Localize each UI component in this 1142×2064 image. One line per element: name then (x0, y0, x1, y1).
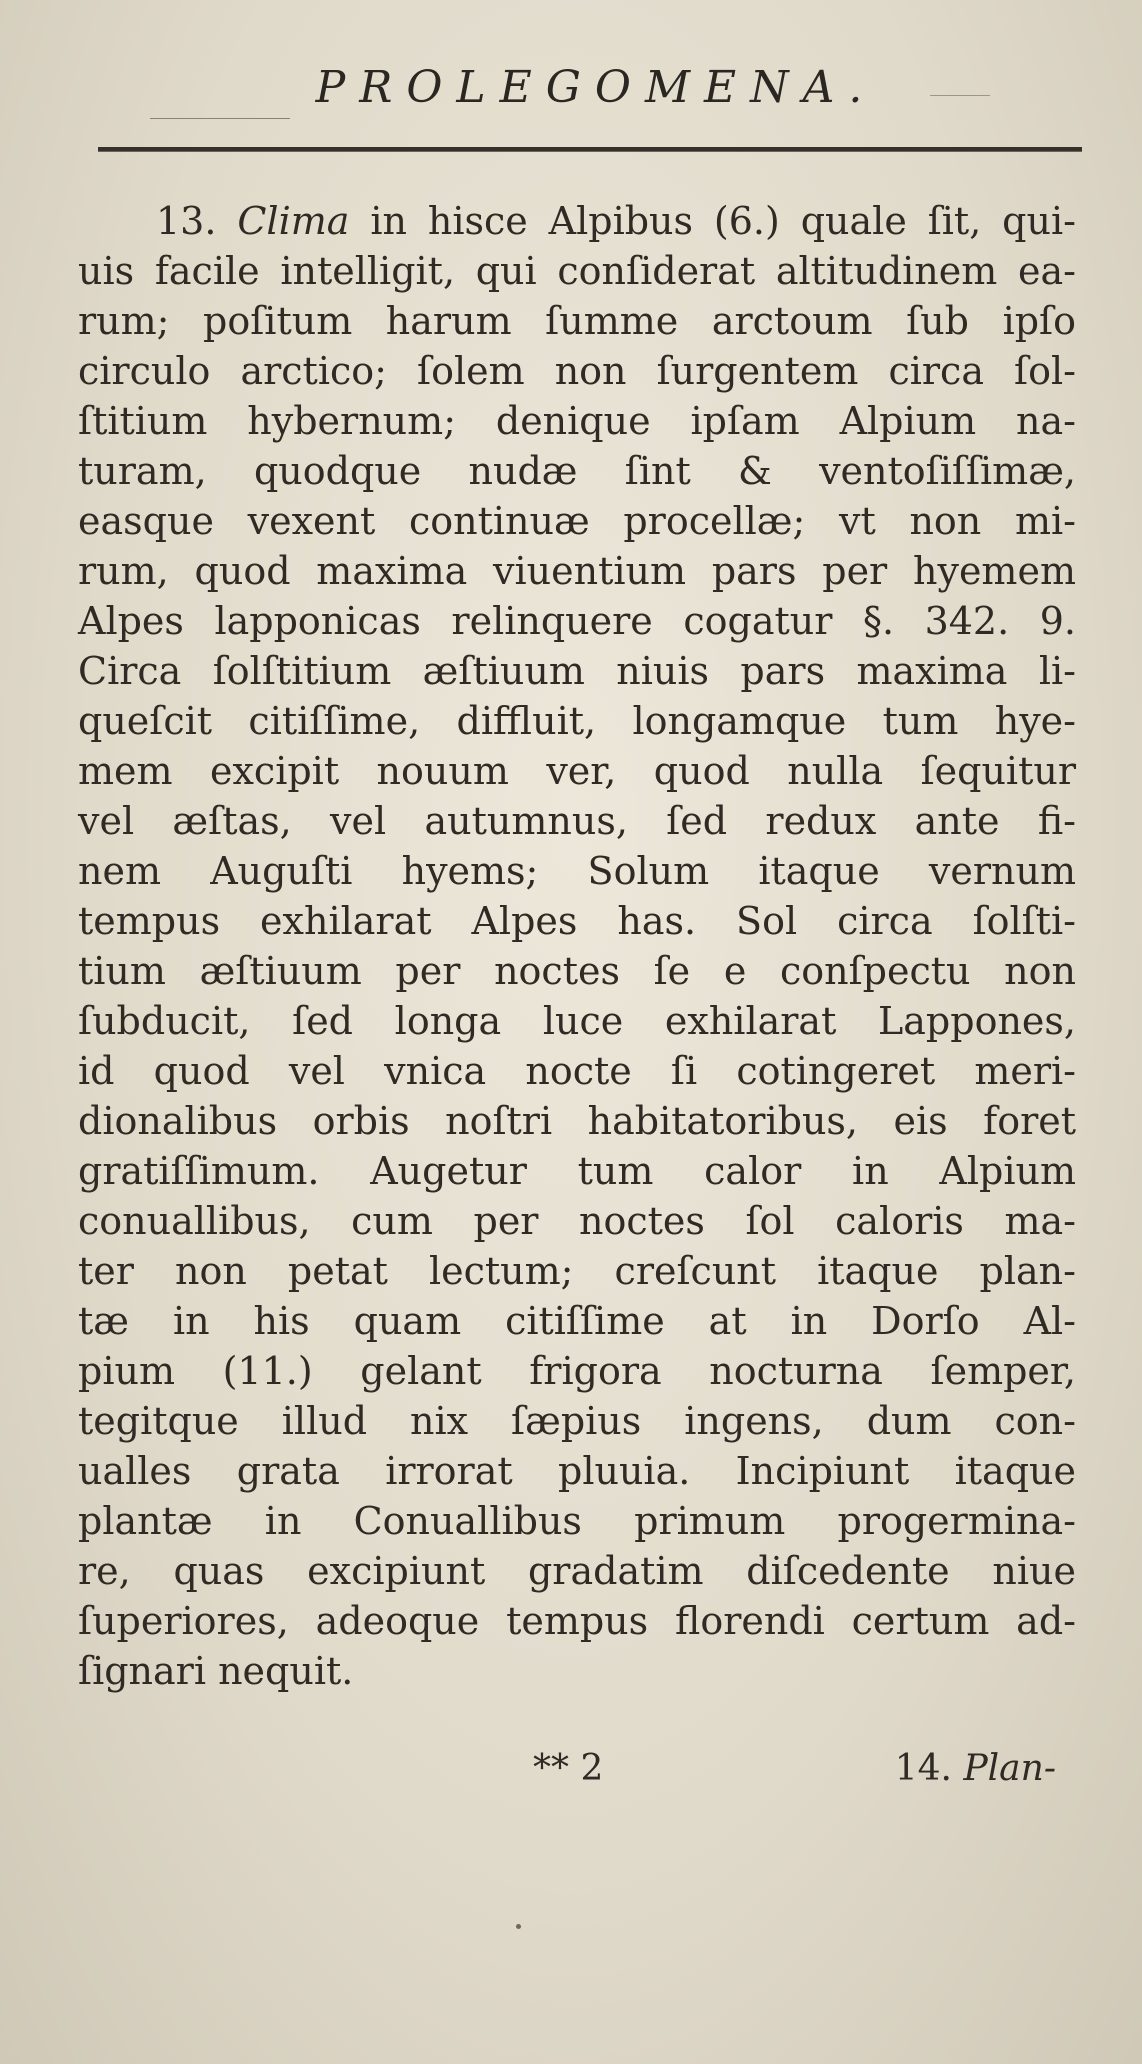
text-line-10: Circa ſolſtitium æſtiuum niuis pars maxima li- (78, 649, 1076, 693)
text-line-23: tæ in his quam citiſſime at in Dorſo Al- (78, 1299, 1076, 1343)
text-line-24: pium (11.) gelant frigora nocturna ſemper, (78, 1349, 1076, 1393)
text-line-17: ſubducit, ſed longa luce exhilarat Lappones, (78, 999, 1076, 1043)
text-line-15: tempus exhilarat Alpes has. Sol circa ſolſti- (78, 899, 1076, 943)
text-line-28: re, quas excipiunt gradatim diſcedente niue (78, 1549, 1076, 1593)
paper-speck (516, 1924, 521, 1929)
text-line-5: ſtitium hybernum; denique ipſam Alpium na- (78, 399, 1076, 443)
section-keyword: Clima (237, 199, 350, 243)
text-line-16: tium æſtiuum per noctes ſe e conſpectu non (78, 949, 1076, 993)
signature-mark: ** 2 (533, 1748, 604, 1789)
text-line-3: rum; poſitum harum ſumme arctoum ſub ipſo (78, 299, 1076, 343)
text-line-9: Alpes lapponicas relinquere cogatur §. 342. 9. (78, 599, 1076, 643)
page-header (0, 62, 1142, 113)
header-rule-left (150, 118, 290, 119)
text-line-13: vel æſtas, vel autumnus, ſed redux ante fi- (78, 799, 1076, 843)
text-line-25: tegitque illud nix ſæpius ingens, dum con- (78, 1399, 1076, 1443)
catchword-number: 14. (894, 1748, 952, 1789)
text-line-29: ſuperiores, adeoque tempus florendi certum ad- (78, 1599, 1076, 1643)
text-line-26: ualles grata irrorat pluuia. Incipiunt itaque (78, 1449, 1076, 1493)
text-line-1-rest: in hisce Alpibus (6.) quale ſit, qui- (370, 199, 1076, 243)
text-line-12: mem excipit nouum ver, quod nulla ſequitur (78, 749, 1076, 793)
text-line-18: id quod vel vnica nocte ſi cotingeret meri- (78, 1049, 1076, 1093)
body-text (78, 196, 1076, 1696)
text-line-20: gratiſſimum. Augetur tum calor in Alpium (78, 1149, 1076, 1193)
text-line-27: plantæ in Conuallibus primum progermina- (78, 1499, 1076, 1543)
text-line-19: dionalibus orbis noſtri habitatoribus, eis foret (78, 1099, 1076, 1143)
section-number: 13. (156, 199, 217, 243)
text-line-8: rum, quod maxima viuentium pars per hyemem (78, 549, 1076, 593)
text-line-6: turam, quodque nudæ ſint & ventoſiſſimæ, (78, 449, 1076, 493)
text-line-22: ter non petat lectum; creſcunt itaque plan- (78, 1249, 1076, 1293)
running-head: PROLEGOMENA. (315, 62, 877, 113)
header-rule (98, 147, 1082, 152)
catchword-word: Plan- (963, 1748, 1056, 1789)
text-line-30: ſignari nequit. (78, 1649, 354, 1693)
text-line-14: nem Auguſti hyems; Solum itaque vernum (78, 849, 1076, 893)
catchword (895, 1748, 1056, 1789)
text-line-11: queſcit citiſſime, diffluit, longamque tum hye- (78, 699, 1076, 743)
text-line-7: easque vexent continuæ procellæ; vt non mi- (78, 499, 1076, 543)
text-line-2: uis facile intelligit, qui conſiderat altitudinem ea- (78, 249, 1076, 293)
text-line-1 (78, 196, 1076, 246)
page-footer (78, 1748, 1076, 1798)
text-line-4: circulo arctico; ſolem non ſurgentem circa ſol- (78, 349, 1076, 393)
text-line-21: conuallibus, cum per noctes ſol caloris ma- (78, 1199, 1076, 1243)
